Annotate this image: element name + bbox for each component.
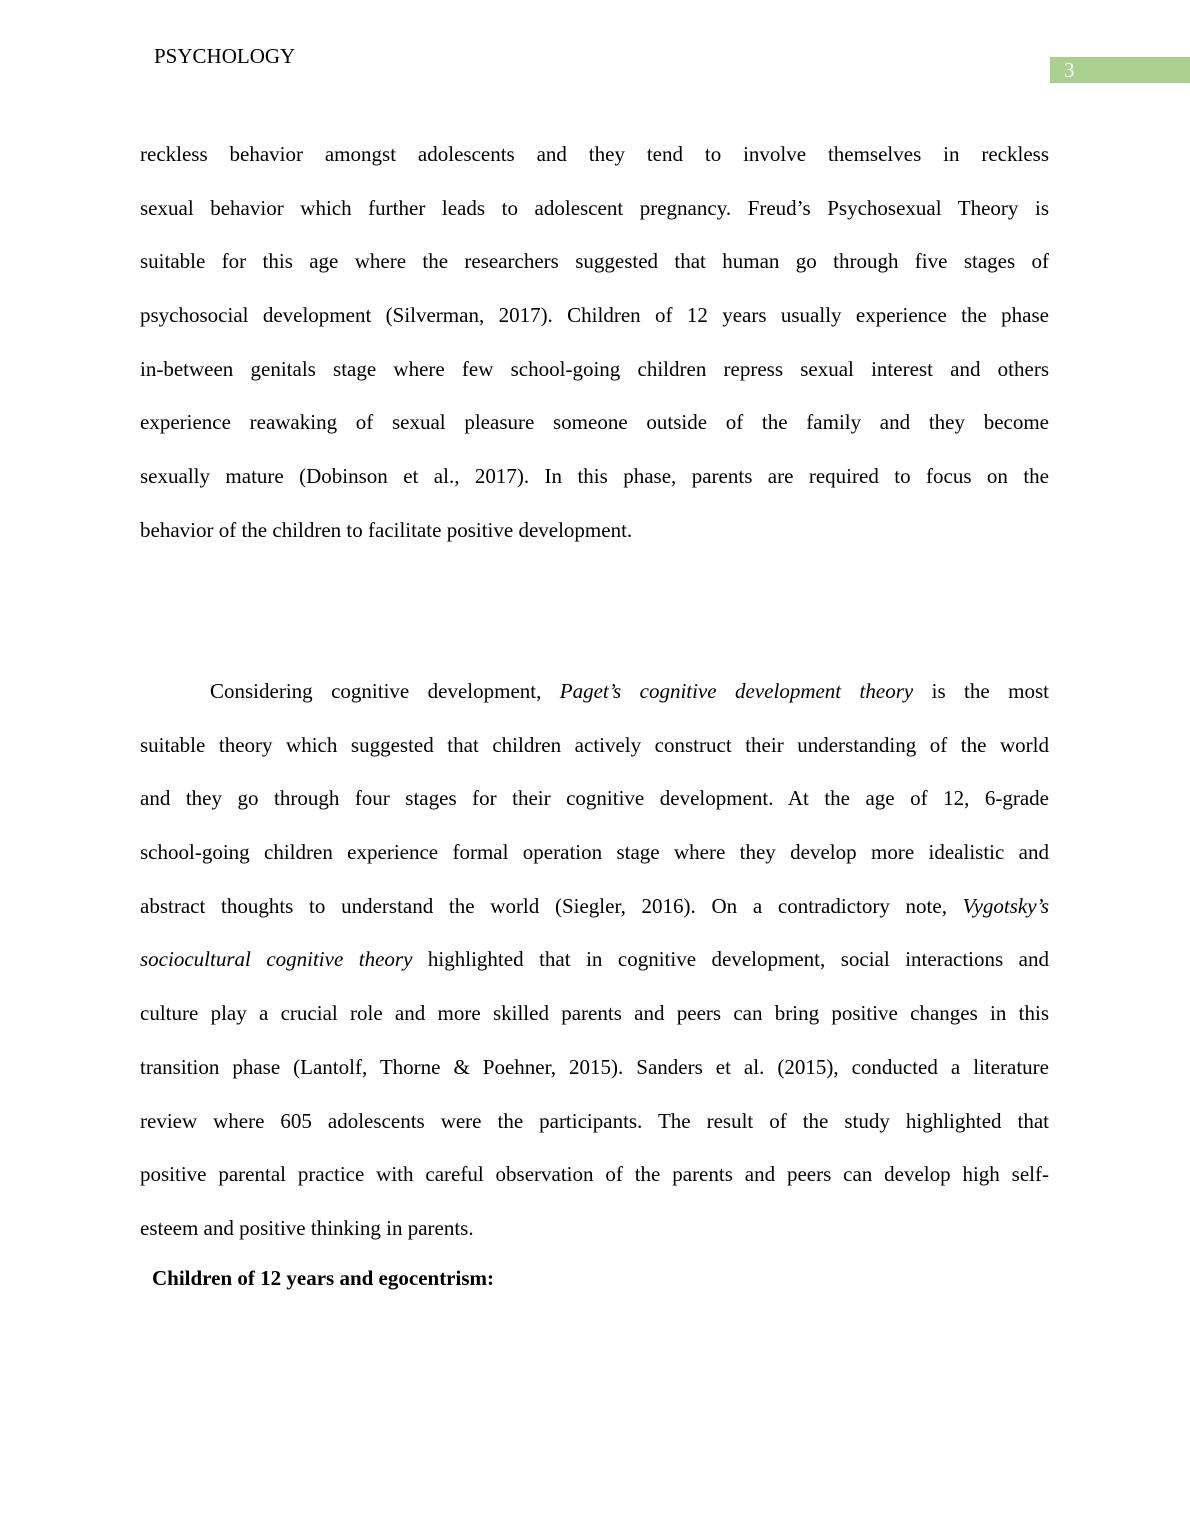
text-line xyxy=(140,1052,1049,1106)
text-line xyxy=(140,1159,1049,1213)
paragraph-2 xyxy=(140,676,1049,1267)
text-line xyxy=(140,139,1049,193)
italic-text: Paget’s cognitive development theory xyxy=(559,679,914,703)
text-line xyxy=(140,1106,1049,1160)
text-line xyxy=(140,193,1049,247)
text-line xyxy=(140,515,1049,569)
text-line xyxy=(140,837,1049,891)
page-number-bar xyxy=(1050,57,1190,83)
text-line xyxy=(140,1213,1049,1267)
text-run: psychosocial development (Silverman, 2017). Children of 12 years usually experience the phase xyxy=(140,303,1049,328)
text-run: in-between genitals stage where few school-going children repress sexual interest and others xyxy=(140,356,1049,381)
text-run: experience reawaking of sexual pleasure someone outside of the family and they become xyxy=(140,410,1049,435)
section-heading: Children of 12 years and egocentrism: xyxy=(152,1266,494,1290)
text-run: is the most xyxy=(913,679,1049,703)
italic-text: sociocultural cognitive theory xyxy=(140,947,413,972)
text-line xyxy=(140,730,1049,784)
text-run: sexual behavior which further leads to adolescent pregnancy. Freud’s Psychosexual Theory is xyxy=(140,195,1049,220)
text-run: school-going children experience formal operation stage where they develop more idealistic and xyxy=(140,840,1049,865)
text-run: sexually mature (Dobinson et al., 2017). In this phase, parents are required to focus on the xyxy=(140,464,1049,489)
text-run: reckless behavior amongst adolescents and they tend to involve themselves in reckless xyxy=(140,142,1049,166)
text-line xyxy=(140,246,1049,300)
text-line xyxy=(140,998,1049,1052)
text-line xyxy=(140,300,1049,354)
text-run: abstract thoughts to understand the world (Siegler, 2016). On a contradictory note, xyxy=(140,893,963,918)
text-line xyxy=(140,407,1049,461)
italic-text: Vygotsky’s xyxy=(962,893,1049,918)
text-run: culture play a crucial role and more skilled parents and peers can bring positive changes in this xyxy=(140,1001,1049,1026)
text-line xyxy=(140,676,1049,730)
text-run: positive parental practice with careful observation of the parents and peers can develop high self- xyxy=(140,1162,1049,1187)
text-line xyxy=(140,944,1049,998)
text-line xyxy=(140,891,1049,945)
text-line xyxy=(140,783,1049,837)
paragraph-1 xyxy=(140,139,1049,569)
text-run: highlighted that in cognitive development, social interactions and xyxy=(412,947,1049,972)
running-head: PSYCHOLOGY xyxy=(154,44,296,68)
text-line xyxy=(140,461,1049,515)
text-run: suitable for this age where the researchers suggested that human go through five stages of xyxy=(140,249,1049,274)
text-run: esteem and positive thinking in parents. xyxy=(140,1215,474,1240)
page-number: 3 xyxy=(1064,58,1075,82)
text-run: review where 605 adolescents were the participants. The result of the study highlighted that xyxy=(140,1108,1049,1133)
text-run: and they go through four stages for their cognitive development. At the age of 12, 6-grade xyxy=(140,786,1049,811)
text-run: suitable theory which suggested that children actively construct their understanding of the world xyxy=(140,732,1049,757)
text-line xyxy=(140,354,1049,408)
text-run: transition phase (Lantolf, Thorne & Poehner, 2015). Sanders et al. (2015), conducted a literature xyxy=(140,1054,1049,1079)
text-run: behavior of the children to facilitate positive development. xyxy=(140,517,633,542)
text-run: Considering cognitive development, xyxy=(210,679,560,703)
